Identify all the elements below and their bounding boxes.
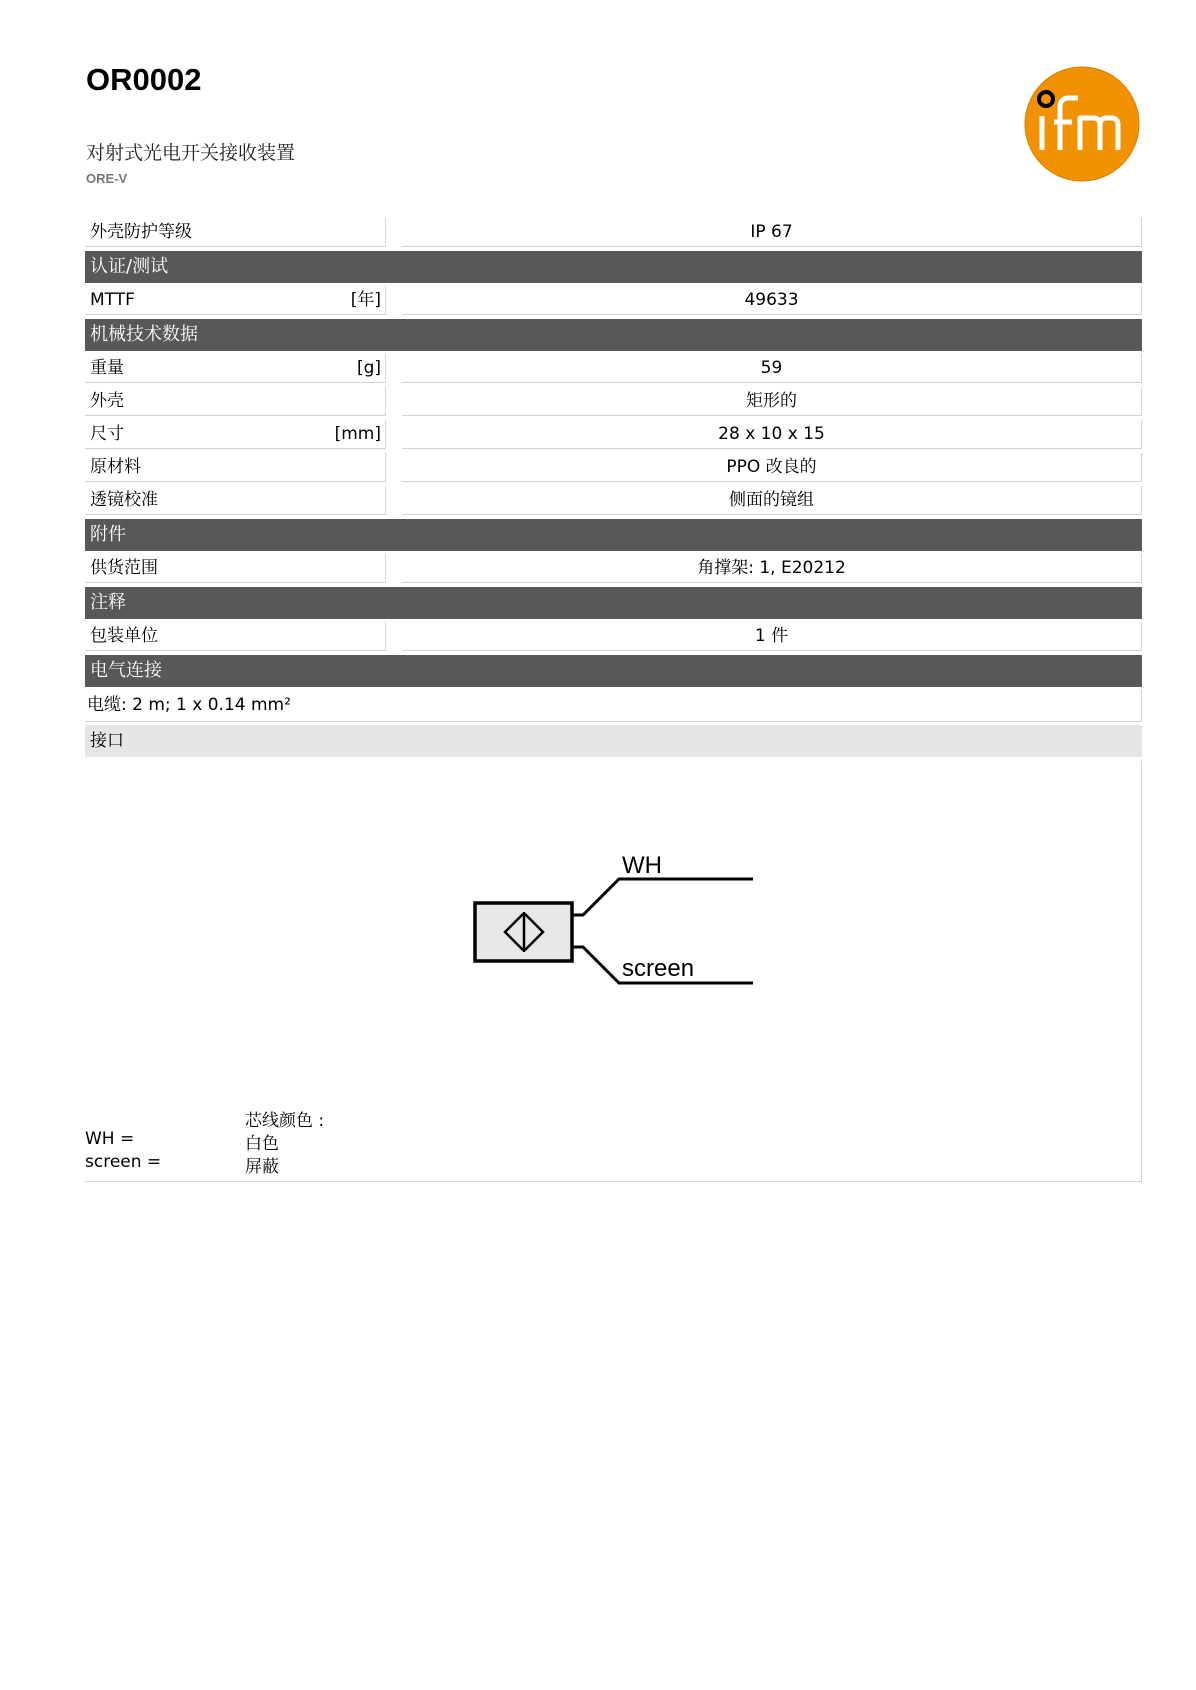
- row-label-cell: [85, 420, 386, 449]
- row-label-cell: [85, 354, 386, 383]
- legend-heading: 芯线颜色 :: [245, 1111, 325, 1131]
- row-label: 外壳防护等级: [85, 218, 386, 247]
- row-weight: [85, 354, 1142, 383]
- row-unit: [g]: [356, 358, 381, 378]
- product-code: OR0002: [86, 62, 202, 97]
- row-value: 矩形的: [402, 387, 1142, 416]
- row-value: 1 件: [402, 622, 1142, 651]
- row-packing: [85, 622, 1142, 651]
- product-description: 对射式光电开关接收装置: [86, 142, 296, 164]
- row-value: IP 67: [402, 218, 1142, 247]
- row-value: 49633: [402, 286, 1142, 315]
- row-scope: [85, 554, 1142, 583]
- legend-value: 屏蔽: [245, 1157, 279, 1177]
- row-lens: [85, 486, 1142, 515]
- wire-top-label: WH: [622, 852, 662, 879]
- row-unit: [年]: [350, 290, 381, 310]
- section-approvals: 认证/测试: [85, 251, 1142, 283]
- legend-value: 白色: [245, 1134, 279, 1154]
- section-mechanical: 机械技术数据: [85, 319, 1142, 351]
- row-label: 尺寸: [90, 424, 124, 444]
- wiring-diagram: [85, 761, 1142, 1182]
- section-interface: 接口: [85, 725, 1142, 757]
- wiring-schematic: [473, 851, 773, 1001]
- wire-bottom-label: screen: [622, 955, 695, 982]
- ifm-logo-icon: [1024, 66, 1140, 182]
- legend-key: screen =: [85, 1152, 162, 1172]
- row-value: 侧面的镜组: [402, 486, 1142, 515]
- row-label: 供货范围: [85, 554, 386, 583]
- section-remarks: 注释: [85, 587, 1142, 619]
- legend-key: WH =: [85, 1129, 135, 1149]
- row-label: 重量: [90, 358, 124, 378]
- section-accessories: 附件: [85, 519, 1142, 551]
- row-value: PPO 改良的: [402, 453, 1142, 482]
- row-material: [85, 453, 1142, 482]
- row-label-cell: [85, 286, 386, 315]
- datasheet: [85, 218, 1142, 1182]
- row-housing: [85, 387, 1142, 416]
- cable-spec: 电缆: 2 m; 1 x 0.14 mm²: [85, 690, 1142, 722]
- row-label: 包装单位: [85, 622, 386, 651]
- section-electrical: 电气连接: [85, 655, 1142, 687]
- row-unit: [mm]: [334, 424, 381, 444]
- row-label: MTTF: [90, 290, 135, 310]
- row-mttf: [85, 286, 1142, 315]
- row-value: 59: [402, 354, 1142, 383]
- row-protection: [85, 218, 1142, 247]
- wire-top: [572, 879, 753, 915]
- row-value: 角撑架: 1, E20212: [402, 554, 1142, 583]
- row-label: 透镜校准: [85, 486, 386, 515]
- row-value: 28 x 10 x 15: [402, 420, 1142, 449]
- product-type-code: ORE-V: [86, 171, 128, 186]
- row-dimensions: [85, 420, 1142, 449]
- row-label: 原材料: [85, 453, 386, 482]
- row-label: 外壳: [85, 387, 386, 416]
